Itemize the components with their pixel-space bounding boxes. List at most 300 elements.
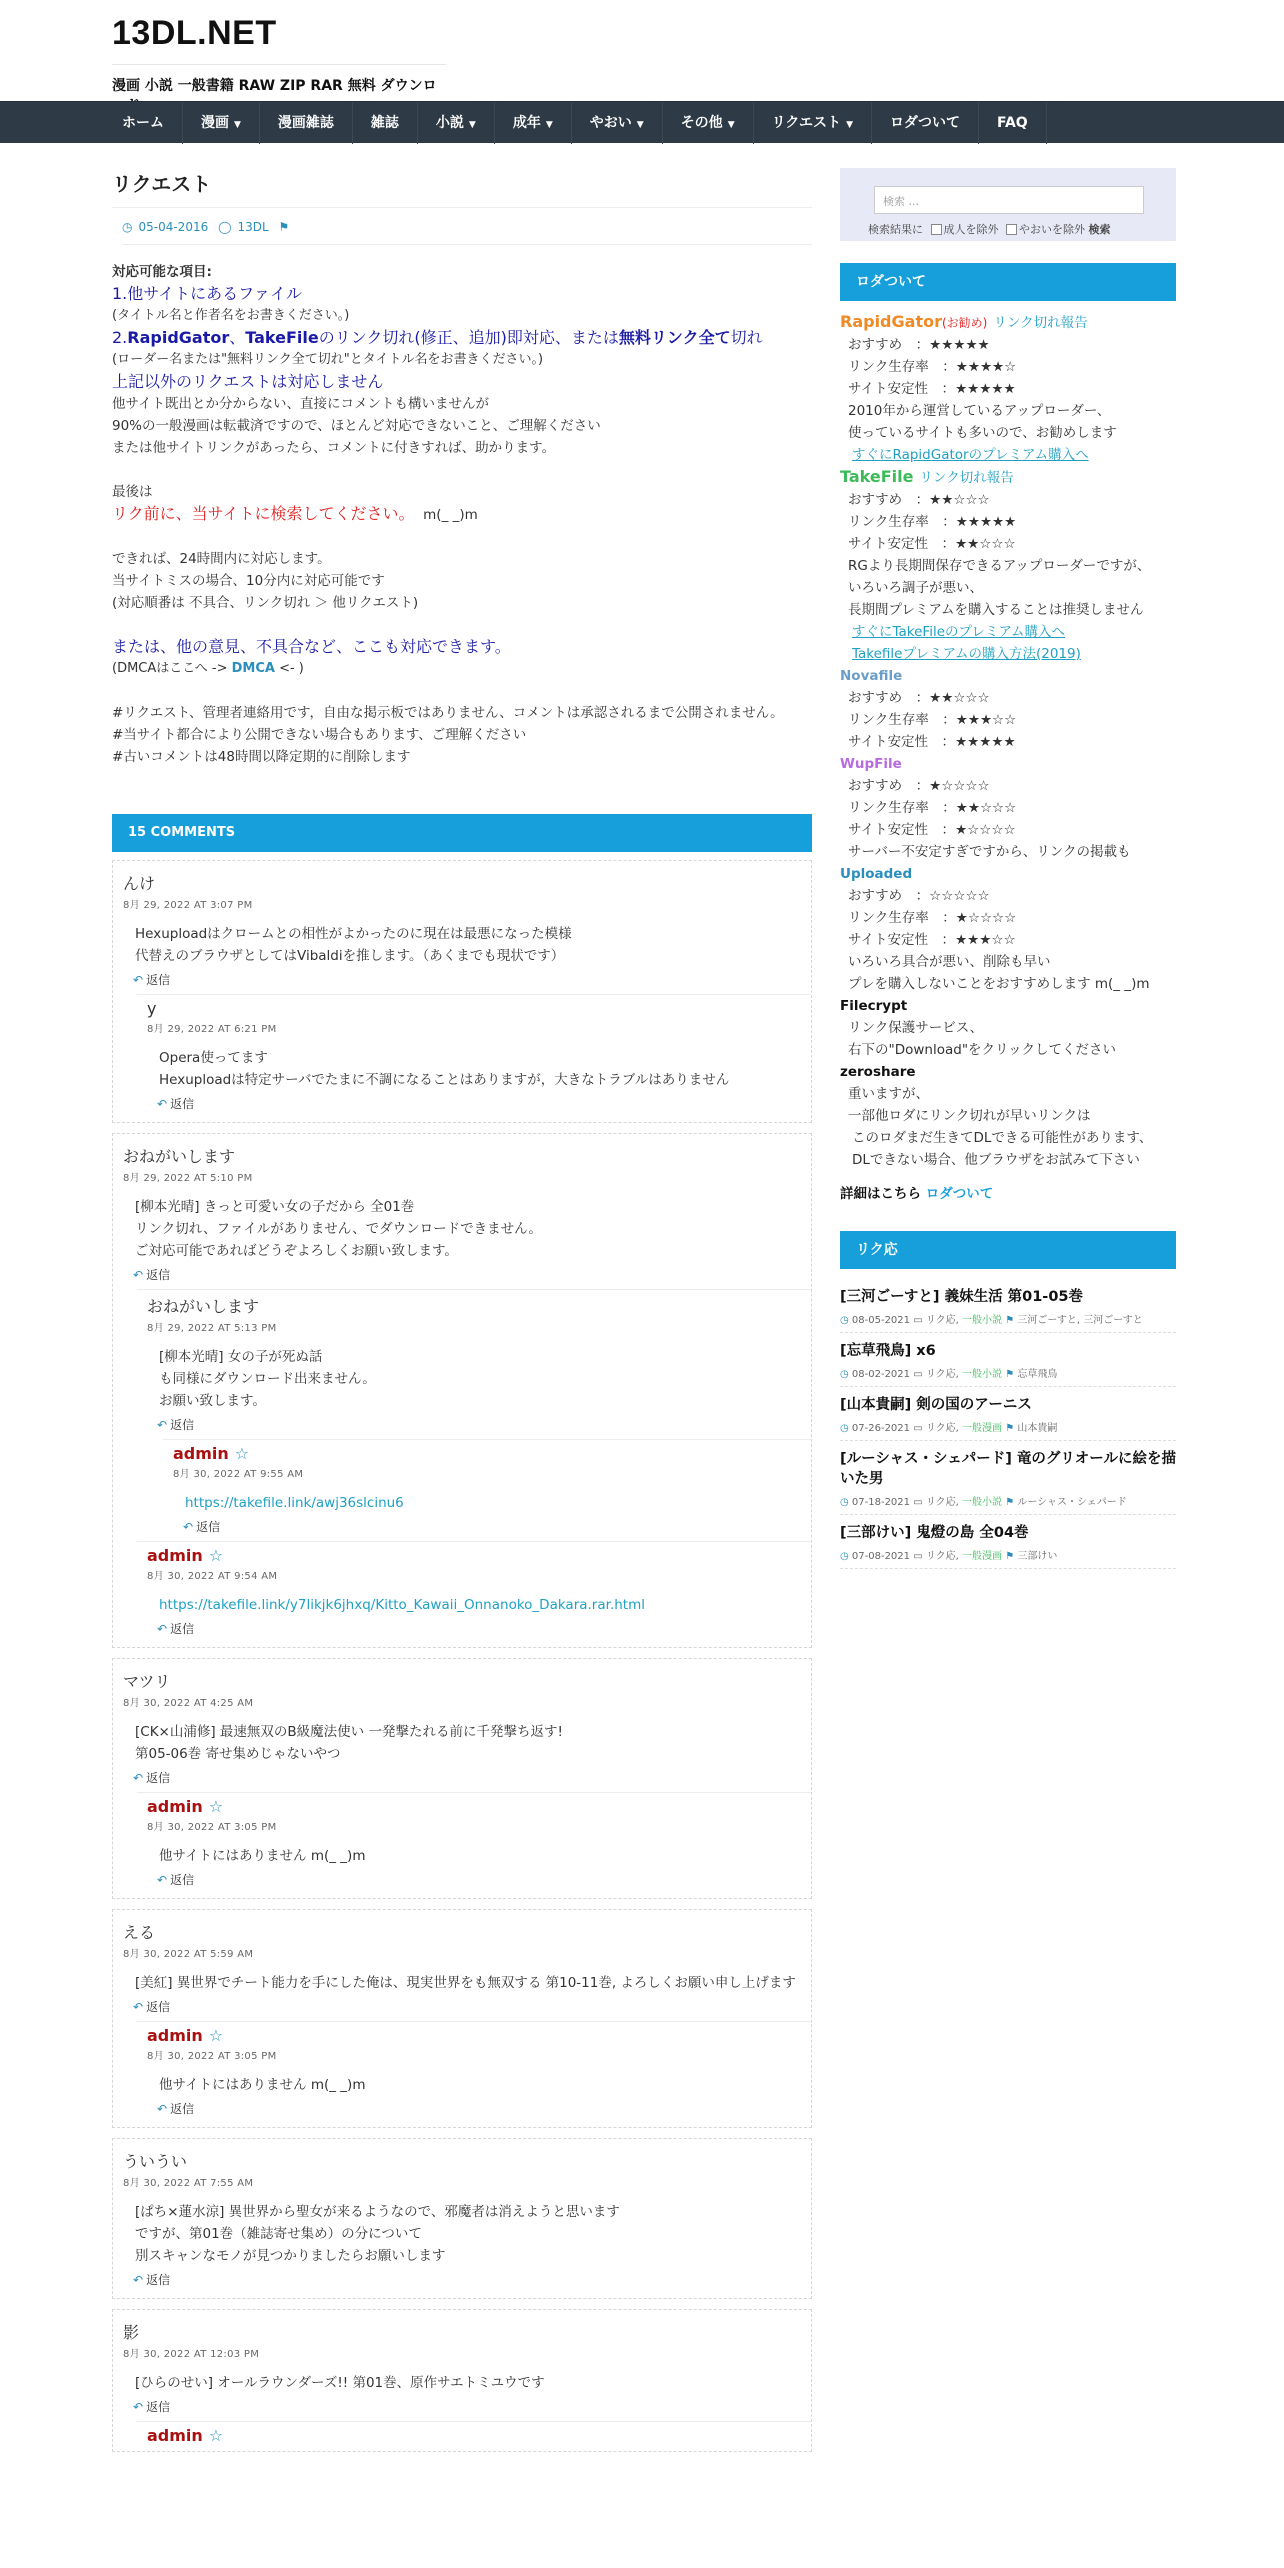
rating-label: サイト安定性 bbox=[848, 932, 929, 948]
chevron-down-icon: ▼ bbox=[468, 120, 476, 130]
reply-icon: ↶ bbox=[133, 1771, 144, 1785]
text-line-part: RapidGator bbox=[127, 328, 230, 347]
request-date: 08-05-2021 bbox=[851, 1315, 911, 1326]
reply-label: 返信 bbox=[146, 2000, 171, 2014]
service-desc: 右下の"Download"をクリックしてください bbox=[848, 1042, 1116, 1058]
rating-row bbox=[840, 775, 1176, 797]
exclude-yaoi-checkbox[interactable] bbox=[1006, 224, 1017, 235]
rating-label: サイト安定性 bbox=[848, 381, 929, 397]
reply-button[interactable] bbox=[133, 971, 801, 988]
comment-date[interactable]: 8月 30, 2022 AT 3:05 PM bbox=[147, 1822, 277, 1833]
text-line-part: <- ) bbox=[279, 661, 304, 676]
text-line-part: のリンク切れ(修正、追加)即対応、または bbox=[318, 328, 619, 347]
nav-item-label: 成年 bbox=[512, 115, 541, 131]
comment-line: 代替えのブラウザとしてはVibaldiを推します。（あくまでも現状です） bbox=[135, 948, 565, 964]
reply-button[interactable] bbox=[157, 1871, 801, 1888]
comment-author[interactable]: おねがいします bbox=[123, 1147, 236, 1166]
comment bbox=[137, 1792, 811, 1894]
category-sep: , bbox=[955, 1369, 963, 1380]
text-line: 対応可能な項目: bbox=[112, 264, 212, 280]
request-meta bbox=[840, 1547, 1176, 1562]
comment bbox=[113, 1916, 811, 2021]
tag-icon: ⚑ bbox=[1002, 1369, 1018, 1380]
reply-label: 返信 bbox=[170, 1622, 195, 1636]
site-title[interactable]: 13DL.NET bbox=[112, 14, 277, 52]
reply-label: 返信 bbox=[146, 2273, 171, 2287]
star-icon: ☆ bbox=[208, 1797, 224, 1816]
comment-line: [CK×山浦修] 最速無双のB級魔法使い 一発撃たれる前に千発撃ち返す! bbox=[135, 1724, 563, 1740]
text-line: #当サイト都合により公開できない場合もあります、ご理解ください bbox=[112, 727, 527, 743]
comment-author[interactable]: y bbox=[147, 999, 157, 1018]
service-name[interactable]: zeroshare bbox=[840, 1064, 916, 1080]
comment-line: [柳本光晴] きっと可愛い女の子だから 全01巻 bbox=[135, 1199, 415, 1215]
comment-line: リンク切れ、ファイルがありません、でダウンロードできません。 bbox=[135, 1221, 542, 1237]
premium-link[interactable]: すぐにRapidGatorのプレミアム購入へ bbox=[852, 447, 1089, 463]
reply-icon: ↶ bbox=[133, 2273, 144, 2287]
comment-author[interactable]: マツリ bbox=[123, 1672, 171, 1691]
search-filter-label: 検索結果に bbox=[868, 223, 923, 236]
dmca-link[interactable]: DMCA bbox=[231, 661, 275, 676]
nav-item[interactable] bbox=[183, 102, 260, 144]
rating-label: サイト安定性 bbox=[848, 536, 929, 552]
request-category2[interactable]: 一般小説 bbox=[962, 1497, 1003, 1508]
text-line-part: 無料リンク全て bbox=[618, 328, 731, 347]
text-line-part: 、 bbox=[229, 328, 246, 347]
reply-button[interactable] bbox=[133, 1266, 801, 1283]
comment-date[interactable]: 8月 30, 2022 AT 3:05 PM bbox=[147, 2051, 277, 2062]
request-tags[interactable]: 三河ごーすと, 三河ごーすと bbox=[1017, 1315, 1143, 1326]
rating-sep: ： bbox=[902, 690, 930, 706]
comment-line: 別スキャンなモノが見つかりましたらお願いします bbox=[135, 2248, 446, 2264]
rating-row bbox=[840, 885, 1176, 907]
post-date[interactable]: 05-04-2016 bbox=[138, 220, 209, 234]
rating-stars: ★★☆☆☆ bbox=[929, 492, 990, 508]
request-title[interactable]: [三河ごーすと] 義妹生活 第01-05巻 bbox=[840, 1289, 1083, 1305]
reply-label: 返信 bbox=[170, 2102, 195, 2116]
text-line: または他サイトリンクがあったら、コメントに付きすれば、助かります。 bbox=[112, 440, 556, 456]
comment-line: も同様にダウンロード出来ません。 bbox=[159, 1371, 376, 1387]
comment-date[interactable]: 8月 29, 2022 AT 6:21 PM bbox=[147, 1024, 277, 1035]
request-category2[interactable]: 一般漫画 bbox=[962, 1551, 1003, 1562]
request-date: 07-08-2021 bbox=[851, 1551, 911, 1562]
comment-author[interactable]: admin ☆ bbox=[147, 2026, 224, 2045]
comment bbox=[113, 1140, 811, 1289]
site-header bbox=[112, 12, 1176, 100]
comment bbox=[113, 1665, 811, 1792]
reply-label: 返信 bbox=[170, 1097, 195, 1111]
reply-button[interactable] bbox=[133, 2398, 801, 2415]
rating-row bbox=[840, 356, 1176, 378]
service-desc: サーバー不安定すぎですから、リンクの掲載も bbox=[848, 844, 1131, 860]
request-meta bbox=[840, 1419, 1176, 1434]
search-button[interactable]: 検索 bbox=[1088, 223, 1111, 236]
comments-header: 15 COMMENTS bbox=[112, 814, 812, 852]
comment-author[interactable]: admin ☆ bbox=[147, 1797, 224, 1816]
rating-label: おすすめ bbox=[848, 690, 903, 706]
request-tags[interactable]: 三部けい bbox=[1017, 1551, 1058, 1562]
comment-text bbox=[159, 1845, 801, 1867]
nav-item-label: 漫画雑誌 bbox=[277, 115, 334, 131]
service-desc: 長期間プレミアムを購入することは推奨しません bbox=[848, 602, 1144, 618]
nav-item[interactable] bbox=[353, 102, 418, 144]
comment-thread bbox=[112, 2138, 812, 2299]
reply-button[interactable] bbox=[133, 1769, 801, 1786]
service-name[interactable]: Filecrypt bbox=[840, 998, 908, 1014]
site-tagline: 漫画 小説 一般書籍 RAW ZIP RAR 無料 ダウンロ bbox=[112, 64, 446, 115]
comment-line: Hexuploadは特定サーバでたまに不調になることはありますが，大きなトラブルはありません bbox=[159, 1072, 730, 1088]
rating-row bbox=[840, 334, 1176, 356]
service-desc: RGより長期間保存できるアップローダーですが、 bbox=[848, 558, 1151, 574]
request-item bbox=[840, 1333, 1176, 1387]
rating-label: おすすめ bbox=[848, 778, 903, 794]
nav-item[interactable] bbox=[572, 102, 663, 144]
text-line: 最後は bbox=[112, 484, 153, 500]
comment-text bbox=[159, 1047, 801, 1091]
service-name[interactable]: TakeFile bbox=[840, 467, 914, 486]
reply-icon: ↶ bbox=[183, 1520, 194, 1534]
comment-author[interactable]: おねがいします bbox=[147, 1297, 260, 1316]
rating-label: サイト安定性 bbox=[848, 734, 929, 750]
text-line: (対応順番は 不具合、リンク切れ ＞ 他リクエスト) bbox=[112, 595, 419, 611]
folder-icon: ▭ bbox=[910, 1315, 926, 1326]
comment-date[interactable]: 8月 30, 2022 AT 9:54 AM bbox=[147, 1571, 278, 1582]
reply-label: 返信 bbox=[146, 2400, 171, 2414]
comment-date[interactable]: 8月 29, 2022 AT 5:10 PM bbox=[123, 1173, 253, 1184]
rating-sep: ： bbox=[928, 359, 956, 375]
comment-text bbox=[135, 923, 801, 967]
reply-button[interactable] bbox=[133, 2271, 801, 2288]
chevron-down-icon: ▼ bbox=[846, 120, 853, 130]
chevron-down-icon: ▼ bbox=[727, 120, 735, 130]
premium-link[interactable]: すぐにTakeFileのプレミアム購入へ bbox=[852, 624, 1066, 640]
request-category2[interactable]: 一般小説 bbox=[962, 1315, 1003, 1326]
comment-author[interactable]: 影 bbox=[123, 2323, 140, 2342]
comment-date[interactable]: 8月 29, 2022 AT 5:13 PM bbox=[147, 1323, 277, 1334]
rating-stars: ★☆☆☆☆ bbox=[929, 778, 990, 794]
service-name[interactable]: Novafile bbox=[840, 668, 903, 684]
sidebar bbox=[840, 168, 1176, 1569]
rating-row bbox=[840, 709, 1176, 731]
service-title bbox=[840, 466, 1176, 489]
rating-row bbox=[840, 731, 1176, 753]
clock-icon: ◷ bbox=[840, 1497, 852, 1508]
service-name[interactable]: WupFile bbox=[840, 756, 902, 772]
loda-widget-title: ロダついて bbox=[840, 263, 1176, 301]
nav-item-label: リクエスト bbox=[771, 115, 842, 131]
text-line bbox=[112, 503, 812, 526]
exclude-adult-checkbox[interactable] bbox=[931, 224, 942, 235]
comment-thread bbox=[112, 860, 812, 1123]
rating-sep: ： bbox=[902, 888, 930, 904]
reply-icon: ↶ bbox=[157, 1873, 168, 1887]
nav-item[interactable] bbox=[979, 102, 1047, 144]
rating-row bbox=[840, 533, 1176, 555]
request-meta bbox=[840, 1311, 1176, 1326]
request-category2[interactable]: 一般漫画 bbox=[962, 1423, 1003, 1434]
comment bbox=[137, 994, 811, 1118]
page-title: リクエスト bbox=[112, 168, 812, 208]
reply-label: 返信 bbox=[146, 1771, 171, 1785]
comment-line: 他サイトにはありません m(_ _)m bbox=[159, 2077, 366, 2093]
nav-item-label: FAQ bbox=[996, 115, 1028, 131]
request-meta bbox=[840, 1493, 1176, 1508]
text-line: #古いコメントは48時間以降定期的に削除します bbox=[112, 749, 411, 765]
rating-stars: ★★★★☆ bbox=[955, 359, 1017, 375]
request-title[interactable]: [山本貴嗣] 剣の国のアーニス bbox=[840, 1397, 1032, 1413]
rating-stars: ★★★★★ bbox=[929, 337, 990, 353]
detail-link[interactable]: ロダついて bbox=[925, 1186, 994, 1202]
category-sep: , bbox=[955, 1315, 963, 1326]
nav-item-label: 雑誌 bbox=[370, 115, 399, 131]
chevron-down-icon: ▼ bbox=[234, 120, 241, 130]
comment-author[interactable]: ういうい bbox=[123, 2152, 188, 2171]
service-name[interactable]: Uploaded bbox=[840, 866, 913, 882]
comment-line: ですが、第01巻（雑誌寄せ集め）の分について bbox=[135, 2226, 422, 2242]
comment bbox=[137, 2021, 811, 2123]
comment-author[interactable]: んけ bbox=[123, 874, 156, 893]
comment bbox=[137, 1541, 811, 1643]
reply-icon: ↶ bbox=[133, 1268, 144, 1282]
text-line-part: 2. bbox=[112, 328, 128, 347]
exclude-adult-label: 成人を除外 bbox=[943, 223, 999, 236]
folder-icon: ▭ bbox=[910, 1551, 926, 1562]
rating-row bbox=[840, 489, 1176, 511]
request-category[interactable]: リク応 bbox=[925, 1369, 956, 1380]
reply-icon: ↶ bbox=[157, 1097, 168, 1111]
comment bbox=[137, 2421, 811, 2447]
request-title[interactable]: [ルーシャス・シェパード] 竜のグリオールに絵を描いた男 bbox=[840, 1451, 1176, 1487]
comment-line: [美紅] 異世界でチート能力を手にした俺は、現実世界をも無双する 第10-11巻, よろしくお願い申し上げます bbox=[135, 1975, 796, 1991]
reply-icon: ↶ bbox=[133, 2000, 144, 2014]
comment-text bbox=[159, 2074, 801, 2096]
main-content bbox=[112, 160, 812, 2452]
nav-item-label: ホーム bbox=[122, 115, 164, 131]
service-desc: いろいろ具合が悪い、削除も早い bbox=[848, 954, 1051, 970]
rating-sep: ： bbox=[928, 381, 956, 397]
comment-author[interactable]: admin ☆ bbox=[173, 1444, 250, 1463]
request-tags[interactable]: ルーシャス・シェパード bbox=[1017, 1497, 1127, 1508]
service-desc: いろいろ調子が悪い、 bbox=[848, 580, 983, 596]
comment-date[interactable]: 8月 30, 2022 AT 5:59 AM bbox=[123, 1949, 254, 1960]
rating-sep: ： bbox=[928, 712, 956, 728]
comment-thread bbox=[112, 1133, 812, 1648]
premium-link[interactable]: Takefileプレミアムの購入方法(2019) bbox=[852, 646, 1081, 662]
detail-label: 詳細はこちら bbox=[840, 1186, 921, 1202]
text-line: 当サイトミスの場合、10分内に対応可能です bbox=[112, 573, 385, 589]
loda-info bbox=[840, 311, 1176, 1205]
reply-icon: ↶ bbox=[133, 973, 144, 987]
comment-line: Hexuploadはクロームとの相性がよかったのに現在は最悪になった模様 bbox=[135, 926, 572, 942]
comment-date[interactable]: 8月 30, 2022 AT 12:03 PM bbox=[123, 2349, 260, 2360]
request-item bbox=[840, 1441, 1176, 1515]
folder-icon: ▭ bbox=[910, 1423, 926, 1434]
reply-icon: ↶ bbox=[133, 2400, 144, 2414]
rating-row bbox=[840, 378, 1176, 400]
category-sep: , bbox=[955, 1551, 963, 1562]
star-icon: ☆ bbox=[234, 1444, 250, 1463]
comment-text bbox=[135, 2372, 801, 2394]
rating-label: おすすめ bbox=[848, 888, 903, 904]
request-date: 07-18-2021 bbox=[851, 1497, 911, 1508]
text-line bbox=[112, 658, 812, 680]
request-meta bbox=[840, 1365, 1176, 1380]
comment-line: [ぱち×蓮水涼] 異世界から聖女が来るようなので、邪魔者は消えようと思います bbox=[135, 2204, 620, 2220]
text-line: できれば、24時間内に対応します。 bbox=[112, 551, 331, 567]
comment-date[interactable]: 8月 30, 2022 AT 7:55 AM bbox=[123, 2178, 254, 2189]
comment-date[interactable]: 8月 30, 2022 AT 9:55 AM bbox=[173, 1469, 304, 1480]
rating-label: リンク生存率 bbox=[848, 910, 929, 926]
request-category[interactable]: リク応 bbox=[925, 1315, 956, 1326]
request-item bbox=[840, 1279, 1176, 1333]
text-line-part bbox=[112, 328, 763, 347]
nav-item-label: その他 bbox=[680, 115, 723, 131]
comment-list bbox=[112, 860, 812, 2452]
nav-item-label: 漫画 bbox=[201, 115, 229, 131]
request-category[interactable]: リク応 bbox=[925, 1497, 956, 1508]
nav-item-label: やおい bbox=[589, 115, 632, 131]
rating-row bbox=[840, 819, 1176, 841]
comment-text bbox=[135, 1721, 801, 1765]
comment bbox=[163, 1439, 811, 1541]
nav-item[interactable] bbox=[260, 102, 353, 144]
clock-icon: ◷ bbox=[840, 1551, 852, 1562]
comment-line: ご対応可能であればどうぞよろしくお願い致します。 bbox=[135, 1243, 458, 1259]
category-sep: , bbox=[955, 1423, 963, 1434]
comment bbox=[113, 2145, 811, 2294]
nav-list bbox=[104, 102, 1047, 144]
clock-icon: ◷ bbox=[840, 1369, 852, 1380]
comment-text bbox=[135, 1972, 801, 1994]
reply-button[interactable] bbox=[157, 1416, 801, 1433]
search-input[interactable]: 検索 ... bbox=[874, 186, 1144, 214]
comment bbox=[137, 1289, 811, 1439]
comment-link[interactable]: https://takefile.link/awj36slcinu6 bbox=[185, 1495, 404, 1511]
clock-icon: ◷ bbox=[840, 1423, 852, 1434]
service-title bbox=[840, 863, 1176, 885]
exclude-yaoi-label: やおいを除外 bbox=[1019, 223, 1085, 236]
comment-thread bbox=[112, 1658, 812, 1899]
rating-label: おすすめ bbox=[848, 337, 903, 353]
reply-button[interactable] bbox=[157, 1095, 801, 1112]
report-link[interactable]: リンク切れ報告 bbox=[993, 315, 1088, 331]
post-author[interactable]: 13DL bbox=[237, 220, 269, 234]
request-tags[interactable]: 忘草飛鳥 bbox=[1017, 1369, 1058, 1380]
text-line: 90%の一般漫画は転載済ですので、ほとんど対応できないこと、ご理解ください bbox=[112, 418, 601, 434]
reply-button[interactable] bbox=[133, 1998, 801, 2015]
service-title bbox=[840, 753, 1176, 775]
reply-button[interactable] bbox=[157, 1620, 801, 1637]
report-link[interactable]: リンク切れ報告 bbox=[919, 470, 1014, 486]
tag-icon: ⚑ bbox=[1002, 1315, 1018, 1326]
request-category[interactable]: リク応 bbox=[925, 1551, 956, 1562]
nav-item[interactable] bbox=[663, 102, 754, 144]
service-title bbox=[840, 311, 1176, 334]
comment-text bbox=[159, 1594, 801, 1616]
comment-line: 他サイトにはありません m(_ _)m bbox=[159, 1848, 366, 1864]
rating-sep: ： bbox=[928, 932, 956, 948]
detail-row bbox=[840, 1183, 1176, 1205]
rating-sep: ： bbox=[928, 536, 956, 552]
comment-text bbox=[135, 1196, 801, 1262]
service-name[interactable]: RapidGator bbox=[840, 312, 942, 331]
rating-sep: ： bbox=[928, 514, 956, 530]
service-desc: 一部他ロダにリンク切れが早いリンクは bbox=[848, 1108, 1091, 1124]
nav-item[interactable] bbox=[872, 102, 979, 144]
reply-icon: ↶ bbox=[157, 2102, 168, 2116]
rating-sep: ： bbox=[902, 778, 930, 794]
rating-sep: ： bbox=[928, 822, 956, 838]
nav-item[interactable] bbox=[418, 102, 495, 144]
comment-thread bbox=[112, 1909, 812, 2128]
comment-line: Opera使ってます bbox=[159, 1050, 268, 1066]
rating-sep: ： bbox=[928, 800, 956, 816]
comment-line: [柳本光晴] 女の子が死ぬ話 bbox=[159, 1349, 323, 1365]
request-category2[interactable]: 一般小説 bbox=[962, 1369, 1003, 1380]
text-line: (ローダー名または"無料リンク全て切れ"とタイトル名をお書きください。) bbox=[112, 352, 544, 367]
clock-icon: ◷ bbox=[840, 1315, 852, 1326]
comment-text bbox=[185, 1492, 801, 1514]
rating-stars: ★☆☆☆☆ bbox=[955, 822, 1016, 838]
rating-label: リンク生存率 bbox=[848, 359, 929, 375]
text-line: 1.他サイトにあるファイル bbox=[112, 284, 302, 303]
reply-label: 返信 bbox=[170, 1873, 195, 1887]
comment-author[interactable]: える bbox=[123, 1923, 156, 1942]
rating-stars: ☆☆☆☆☆ bbox=[929, 888, 990, 904]
post-meta bbox=[122, 220, 812, 245]
request-list bbox=[840, 1279, 1176, 1569]
nav-item-label: 小説 bbox=[435, 115, 464, 131]
request-date: 08-02-2021 bbox=[851, 1369, 911, 1380]
rating-sep: ： bbox=[902, 337, 930, 353]
search-options bbox=[868, 221, 1111, 237]
comment-author[interactable]: admin ☆ bbox=[147, 1546, 224, 1565]
rating-stars: ★★★★★ bbox=[955, 734, 1016, 750]
rating-row bbox=[840, 907, 1176, 929]
comment-text bbox=[135, 2201, 801, 2267]
request-title[interactable]: [三部けい] 鬼燈の島 全04巻 bbox=[840, 1525, 1029, 1541]
comment bbox=[113, 867, 811, 994]
comment-author[interactable]: admin ☆ bbox=[147, 2426, 224, 2445]
reply-button[interactable] bbox=[183, 1518, 801, 1535]
star-icon: ☆ bbox=[208, 2426, 224, 2445]
main-nav bbox=[0, 101, 1284, 143]
rating-stars: ★☆☆☆☆ bbox=[955, 910, 1017, 926]
nav-item[interactable] bbox=[754, 102, 872, 144]
rating-stars: ★★☆☆☆ bbox=[955, 536, 1016, 552]
request-tags[interactable]: 山本貴嗣 bbox=[1017, 1423, 1058, 1434]
service-title bbox=[840, 1061, 1176, 1083]
service-desc: 重いますが、 bbox=[848, 1086, 929, 1102]
comment-thread bbox=[112, 2309, 812, 2452]
tag-icon: ⚑ bbox=[1002, 1551, 1018, 1562]
reply-button[interactable] bbox=[157, 2100, 801, 2117]
rating-label: リンク生存率 bbox=[848, 514, 929, 530]
nav-item[interactable] bbox=[104, 102, 183, 144]
text-line: 他サイト既出とか分からない、直接にコメントも構いませんが bbox=[112, 396, 490, 412]
comment-date[interactable]: 8月 29, 2022 AT 3:07 PM bbox=[123, 900, 253, 911]
nav-item[interactable] bbox=[495, 102, 572, 144]
folder-icon: ▭ bbox=[910, 1497, 926, 1508]
request-category[interactable]: リク応 bbox=[925, 1423, 956, 1434]
request-date: 07-26-2021 bbox=[851, 1423, 911, 1434]
reply-icon: ↶ bbox=[157, 1418, 168, 1432]
request-title[interactable]: [忘草飛鳥] x6 bbox=[840, 1343, 936, 1359]
comment-link[interactable]: https://takefile.link/y7likjk6jhxq/Kitto_Kawaii_Onnanoko_Dakara.rar.html bbox=[159, 1597, 645, 1613]
service-desc: このロダまだ生きてDLできる可能性があります、 bbox=[852, 1130, 1153, 1146]
comment-date[interactable]: 8月 30, 2022 AT 4:25 AM bbox=[123, 1698, 254, 1709]
service-desc: プレを購入しないことをおすすめします m(_ _)m bbox=[848, 976, 1150, 992]
tag-icon: ⚑ bbox=[1002, 1423, 1018, 1434]
